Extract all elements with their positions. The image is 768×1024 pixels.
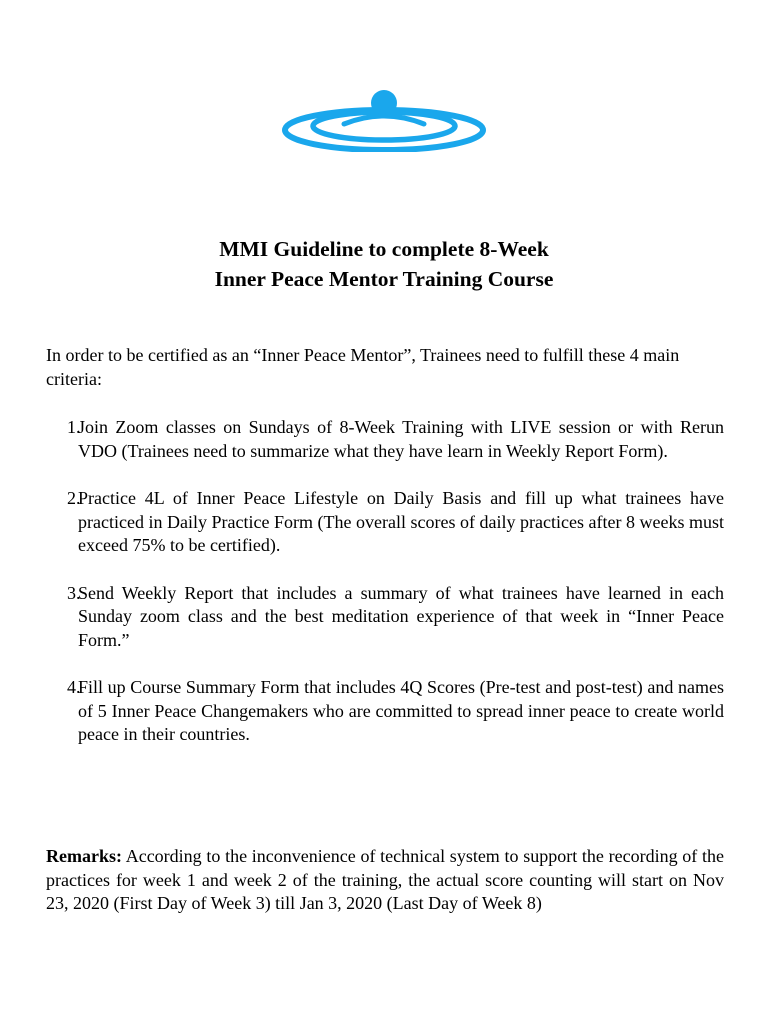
remarks-label: Remarks: <box>46 846 122 866</box>
title-line-2: Inner Peace Mentor Training Course <box>214 267 554 291</box>
criteria-number: 4. <box>67 677 81 697</box>
remarks-paragraph <box>46 845 724 916</box>
criteria-number: 1. <box>67 417 81 437</box>
criteria-item <box>46 676 724 747</box>
title-line-1: MMI Guideline to complete 8-Week <box>219 237 549 261</box>
intro-paragraph: In order to be certified as an “Inner Peace Mentor”, Trainees need to fulfill these 4 main criteria: <box>46 345 680 389</box>
criteria-item <box>46 487 724 558</box>
criteria-item <box>46 582 724 653</box>
criteria-text: Send Weekly Report that includes a summary of what trainees have learned in each Sunday zoom class and the best meditation experience of that week in “Inner Peace Form.” <box>78 582 724 650</box>
remarks-text: According to the inconvenience of technical system to support the recording of the practices for week 1 and week 2 of the training, the actual score counting will start on Nov 23, 2020 (First Day of Week 3) till Jan 3, 2020 (Last Day of Week 8) <box>46 846 724 913</box>
criteria-text: Practice 4L of Inner Peace Lifestyle on Daily Basis and fill up what trainees have practiced in Daily Practice Form (The overall scores of daily practices after 8 weeks must exceed 75% to be certified). <box>78 488 724 555</box>
criteria-item <box>46 416 724 463</box>
criteria-number: 2. <box>67 488 81 508</box>
criteria-text: Fill up Course Summary Form that includes 4Q Scores (Pre-test and post-test) and names of 5 Inner Peace Changemakers who are committed to spread inner peace to create world peace in their countries. <box>78 677 724 744</box>
water-ripple-logo-icon <box>282 86 486 152</box>
criteria-list <box>46 416 724 771</box>
page-title <box>0 234 768 294</box>
criteria-number: 3. <box>67 582 81 603</box>
criteria-text: Join Zoom classes on Sundays of 8-Week Training with LIVE session or with Rerun VDO (Trainees need to summarize what they have learn in Weekly Report Form). <box>78 417 724 461</box>
